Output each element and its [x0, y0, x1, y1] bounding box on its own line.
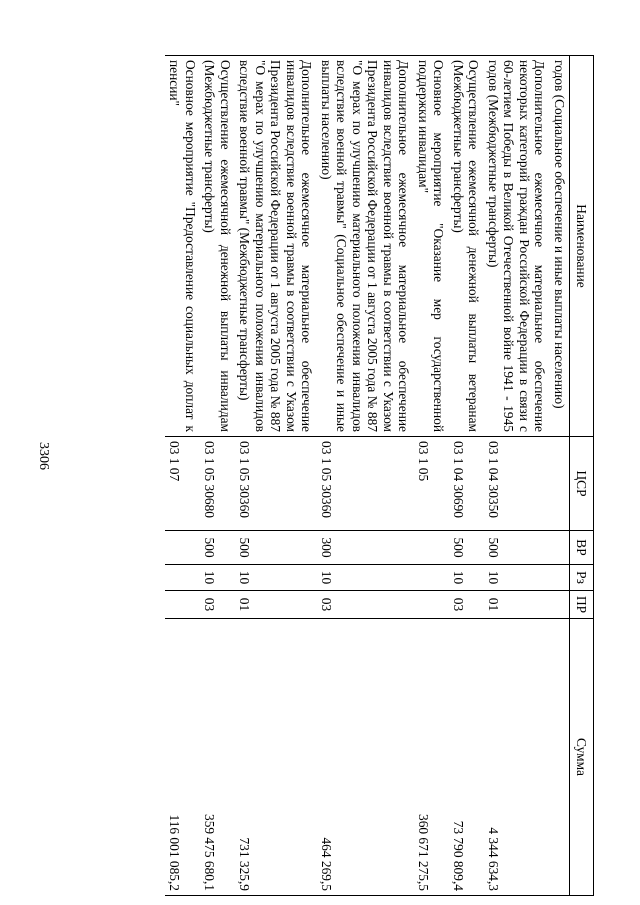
row-pr — [550, 591, 570, 619]
page-number: 3306 — [36, 442, 51, 470]
row-csr — [550, 437, 570, 531]
row-csr: 03 1 05 30360 — [317, 437, 414, 531]
header-name: Наименование — [570, 56, 594, 437]
row-rz — [550, 565, 570, 591]
row-sum — [550, 619, 570, 896]
header-vr: ВР — [570, 531, 594, 565]
row-csr: 03 1 04 30690 — [449, 437, 484, 531]
row-rz: 10 — [449, 565, 484, 591]
table-row — [165, 56, 200, 896]
row-vr: 500 — [484, 531, 550, 565]
row-pr: 03 — [200, 591, 235, 619]
row-pr — [165, 591, 200, 619]
row-vr: 500 — [449, 531, 484, 565]
row-csr: 03 1 07 — [165, 437, 200, 531]
row-name: Осуществление ежемесячной денежной выплаты ветеранам (Межбюджетные трансферты) — [449, 56, 484, 437]
row-name: Основное мероприятие "Оказание мер государственной поддержки инвалидам" — [414, 56, 449, 437]
row-sum: 73 790 809,4 — [449, 619, 484, 896]
row-name: Дополнительное ежемесячное материальное обеспечение некоторых категорий граждан Российской Федерации в связи с 60-летием Победы в Великой Отечественной войне 1941 - 1945 годов (Межбюджетные трансферты) — [484, 56, 550, 437]
row-pr: 01 — [484, 591, 550, 619]
row-rz: 10 — [200, 565, 235, 591]
row-vr — [165, 531, 200, 565]
row-pr: 03 — [449, 591, 484, 619]
table-row — [235, 56, 317, 896]
table-row — [449, 56, 484, 896]
row-csr: 03 1 05 — [414, 437, 449, 531]
row-sum: 464 269,5 — [317, 619, 414, 896]
row-vr — [414, 531, 449, 565]
row-name: годов (Социальное обеспечение и иные выплаты населению) — [550, 56, 570, 437]
row-rz — [414, 565, 449, 591]
row-sum: 4 344 634,3 — [484, 619, 550, 896]
row-name: Дополнительное ежемесячное материальное обеспечение инвалидов вследствие военной травмы в соответствии с Указом Президента Российской Федерации от 1 августа 2005 года № 887 "О мерах по улучшению материального положения инвалидов вследствие военной травмы" (Межбюджетные трансферты) — [235, 56, 317, 437]
row-pr: 03 — [317, 591, 414, 619]
row-sum: 360 671 275,5 — [414, 619, 449, 896]
table-row — [550, 56, 570, 896]
row-name: Осуществление ежемесячной денежной выплаты инвалидам (Межбюджетные трансферты) — [200, 56, 235, 437]
header-rz: Рз — [570, 565, 594, 591]
row-pr — [414, 591, 449, 619]
header-row — [570, 56, 594, 896]
row-sum: 116 001 085,2 — [165, 619, 200, 896]
table-row — [317, 56, 414, 896]
row-vr: 500 — [200, 531, 235, 565]
row-rz — [165, 565, 200, 591]
row-name: Дополнительное ежемесячное материальное обеспечение инвалидов вследствие военной травмы в соответствии с Указом Президента Российской Федерации от 1 августа 2005 года № 887 "О мерах по улучшению материального положения инвалидов вследствие военной травмы" (Социальное обеспечение и иные выплаты населению) — [317, 56, 414, 437]
table-row — [414, 56, 449, 896]
row-vr: 500 — [235, 531, 317, 565]
header-csr: ЦСР — [570, 437, 594, 531]
row-pr: 01 — [235, 591, 317, 619]
row-vr: 300 — [317, 531, 414, 565]
row-vr — [550, 531, 570, 565]
row-rz: 10 — [235, 565, 317, 591]
row-sum: 359 475 680,1 — [200, 619, 235, 896]
header-pr: ПР — [570, 591, 594, 619]
budget-table-container — [84, 55, 594, 895]
table-row — [200, 56, 235, 896]
row-name: Основное мероприятие "Предоставление социальных доплат к пенсии" — [165, 56, 200, 437]
row-rz: 10 — [317, 565, 414, 591]
budget-table — [165, 55, 594, 896]
header-sum: Сумма — [570, 619, 594, 896]
row-rz: 10 — [484, 565, 550, 591]
row-sum: 731 325,9 — [235, 619, 317, 896]
row-csr: 03 1 05 30360 — [235, 437, 317, 531]
row-csr: 03 1 04 30350 — [484, 437, 550, 531]
row-csr: 03 1 05 30680 — [200, 437, 235, 531]
table-row — [484, 56, 550, 896]
